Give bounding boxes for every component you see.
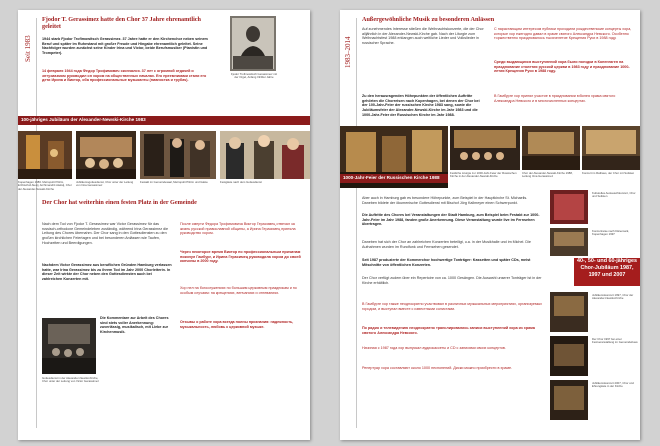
bottom-photo-3 xyxy=(550,380,588,420)
right-bottom-ru: В Гамбурге хор также неоднократно участвовал в различных музыкальных мероприятиях, организуемых городом, и выступал вместе с известными солистами. xyxy=(362,302,542,311)
left-intro-text-ru: 14 февраля 1944 года Федор Трофимович скончался. 37 лет с огромной отдачей и энтузиазмом руководил он хором на общественных началах. Его преемниками стали его дети Ирина и Виктор, оба профессиональные музыканты (пианистка и трубач). xyxy=(42,69,207,83)
portrait-caption: Fjodor Trofimowitsch Gerassimez mit der Orgel, Anfang 1930er Jahre xyxy=(230,73,277,80)
photo-1983-1 xyxy=(18,131,72,179)
section-year-right: 1983–2014 xyxy=(344,36,352,68)
photo-1983-2 xyxy=(76,131,136,179)
side-caption-1: Kulturelles Austauschkonzert, Chor und Solisten xyxy=(592,192,636,199)
left-page xyxy=(18,10,310,440)
millennium-banner-1988: 1000-Jahr-Feier der Russischen Kirche 1988 xyxy=(340,174,448,183)
right-ru-col: С нарастающим интересом публики проходили рождественские концерты хора, которые хор ежегодно давал в храме святого Александра Невского. Особенно торжественно праздновалось тысячелетие Крещения Руси в 1988 году. xyxy=(494,27,632,41)
right-mid-text-3: Der Chor verfügt zudem über ein Repertoire von ca. 1000 Gesängen. Die Auswahl unserer Tonträger ist in der Kirche erhältlich. xyxy=(362,276,542,285)
right-ru-col-red: Среди выдающихся выступлений хора были поездки в Копенгаген на празднование столетия русской церкви в 1983 году и празднование 1000-летия Крещения Руси в 1988 году. xyxy=(494,60,630,74)
right-mid-text-2: Daneben hat sich der Chor an zahlreichen Konzerten beteiligt, u.a. in der Musikhalle und im Michel. Die Aufnahmen wurden im Rundfunk und Fernsehen gesendet. xyxy=(362,240,531,249)
left-ru-4: Отзывы о работе хора всегда полны признания: надежность, музыкальность, любовь к церковной музыке. xyxy=(180,320,294,329)
left-ru-2: Через некоторое время Виктор по профессиональным причинам покинул Гамбург, и Ирина Герасимец руководила хором до своей кончины в 2000 году. xyxy=(180,250,301,264)
left-heading-2: Der Chor hat weiterhin einen festen Platz in der Gemeinde xyxy=(42,199,197,206)
photo-caption-3: Festakt im Gemeindesaal, Metropolit Pitirim und Gäste xyxy=(140,181,208,184)
right-heading: Außergewöhnliche Musik zu besonderen Anlässen xyxy=(362,16,495,23)
photo-caption-2: Jubiläumsgottesdienst, Chor unter der Leitung von Irina Gerassimez xyxy=(76,181,134,188)
right-intro-text-2: Zu den herausragenden Höhepunkten der öffentlichen Auftritte gehörten die Chorreisen nach Kopenhagen, bei denen der Chor bei der 100-Jahr-Feier der russischen Kirche 1983 sang, sowie die Jubiläumsfeier der Alexander-Newski-Kirche im Jahr 1983 und die 1000-Jahr-Feier der Russischen Kirche im Jahr 1988. xyxy=(362,94,480,117)
photo-1988-caption-3: Konzert im Rathaus, der Chor mit Solisten xyxy=(582,172,635,175)
side-photo-2 xyxy=(550,228,588,256)
bottom-caption-1: Jubiläumskonzert 1997, Chor der Alexander-Newski-Kirche xyxy=(592,294,634,301)
jubilee-banner-1983: 100-jähriges Jubiläum der Alexander-Newski-Kirche 1983 xyxy=(18,116,310,125)
section-year-left: Seit 1983 xyxy=(24,35,32,62)
left-ru-3: Хор пел на богослужениях по большим церковным праздникам и по особым случаям: на крещениях, венчаниях и отпеваниях. xyxy=(180,286,297,295)
bottom-photo-1 xyxy=(550,292,588,332)
right-bottom-ru-red: По радио и телевидению неоднократно транслировались записи выступлений хора из храма святого Александра Невского. xyxy=(362,326,535,335)
side-photo-1 xyxy=(550,190,588,224)
choir-jubilee-infobox: 40-, 50- und 60-jähriges Chor-Jubiläum 1987, 1997 und 2007 xyxy=(574,258,640,286)
bottom-caption-2: Der Chor 1997 bei einer Festveranstaltung im Gemeindehaus xyxy=(592,338,638,345)
side-caption-2: Konzertreise nach Dänemark, Kopenhagen 1997 xyxy=(592,230,629,237)
photo-caption-1: Kopenhagen 1983. Metropolit Pitirim, Erzbischof Alexij, Archimandrit Aleksij, Chor der Alexander-Newski-Kirche xyxy=(18,181,72,191)
right-ru-col-2: В Гамбурге хор принял участие в праздновании юбилея храма святого Александра Невского и в многочисленных концертах. xyxy=(494,94,616,103)
bottom-photo-left xyxy=(42,318,96,374)
right-page xyxy=(340,10,640,440)
left-ru-1: После смерти Федора Трофимовича Виктор Герасимец отвечал за жизнь русской православной общины, а Ирина Герасимец приняла руководство хором. xyxy=(180,222,296,236)
left-body-text: Nach dem Tod von Fjodor T. Gerassimez war Victor Gerassimez für das russisch-orthodoxe Gemeindeleben zuständig, während Irina Gerassimez die Leitung des Chores übernahm. Der Chor sang in den Gottesdiensten zu den großen kirchlichen Feiertagen und bei besonderen Anlässen wie Taufen, Hochzeiten und Beerdigungen. xyxy=(42,222,169,245)
photo-1988-3 xyxy=(522,126,580,170)
left-body-text-bold-2: Die Kommentare zur Arbeit des Chores sind stets voller Anerkennung: zuverlässig, musikalisch, mit Liebe zur Kirchenmusik. xyxy=(100,316,169,335)
photo-caption-4: Festgäste nach dem Gottesdienst xyxy=(220,181,262,184)
photo-1988-4 xyxy=(582,126,640,170)
left-body-text-bold: Nachdem Victor Gerassimez aus beruflichen Gründen Hamburg verlassen hatte, war Irina Gerassimez bis zu ihrem Tod im Jahr 2000 Chorleiterin. In dieser Zeit wirkte der Chor neben den Gottesdiensten auch bei zahlreichen Konzerten mit. xyxy=(42,263,172,282)
photo-1988-2 xyxy=(450,126,520,170)
photo-1983-4 xyxy=(220,131,310,179)
photo-1983-3 xyxy=(140,131,216,179)
right-mid-text-red-2: Seit 1987 produzierte der Kommerchor hochwertige Tonträger: Kassetten und später CDs, meist Mitschnitte von öffentlichen Konzerten. xyxy=(362,258,531,267)
photo-1988-caption-1: Festliche Liturgie zur 1000-Jahr-Feier der Russischen Kirche in der Alexander-Newski-Kirche xyxy=(450,172,517,179)
right-bottom-ru-2: Начиная с 1987 года хор выпускал аудиокассеты и CD с записями своих концертов. xyxy=(362,346,506,350)
bottom-caption-3: Jubiläumskonzert 2007, Chor und Ehrengäste in der Kirche xyxy=(592,382,634,389)
right-intro-text: Auf zunehmendes Interesse stießen die Weihnachtskonzerte, die der Chor alljährlich in der Alexander-Newski-Kirche gab. Nach der Liturgie zum Weihnachtsfest 1988 erklangen auch weltliche Lieder und Volkslieder in russischer Sprache. xyxy=(362,27,484,46)
bottom-photo-2 xyxy=(550,336,588,376)
photo-1988-caption-2: Chor der Alexander-Newski-Kirche 1988, Leitung Irina Gerassimez xyxy=(522,172,573,179)
left-heading-1: Fjodor T. Gerassimez hatte den Chor 37 Jahre ehrenamtlich geleitet xyxy=(42,16,201,31)
right-mid-text-red: Die Auftritte des Chores bei Veranstaltungen der Stadt Hamburg, zum Beispiel beim Festakt zur 1000-Jahr-Feier im Jahr 1988, fanden große Anerkennung. Diese Veranstaltung wurde live im Fernsehen übertragen. xyxy=(362,213,540,227)
portrait-photo xyxy=(230,16,276,71)
right-bottom-ru-3: Репертуар хора составляют около 1000 песнопений. Диски можно приобрести в храме. xyxy=(362,366,513,370)
right-mid-text: Aber auch in Hamburg gab es besondere Höhepunkte, zum Beispiel in der Hauptkirche St. Michaelis. Daneben bildete der ökumenische Gottesdienst mit Bischof Jörg Kallmeyer einen Schwerpunkt. xyxy=(362,196,528,205)
left-intro-text: 1944 starb Fjodor Trofimowitsch Gerassimez. 37 Jahre hatte er den Kirchenchor neben seinem Beruf und später im Ruhestand mit großer Freude und Hingabe ehrenamtlich geleitet. Seine Nachfolger wurden zunächst seine Kinder Irina und Victor, beide Berufsmusiker (Pianistin und Trompeter). xyxy=(42,37,208,56)
bottom-photo-caption: Gottesdienst in der Alexander-Newski-Kirche, Chor unter der Leitung von Victor Gerassimez xyxy=(42,377,99,384)
